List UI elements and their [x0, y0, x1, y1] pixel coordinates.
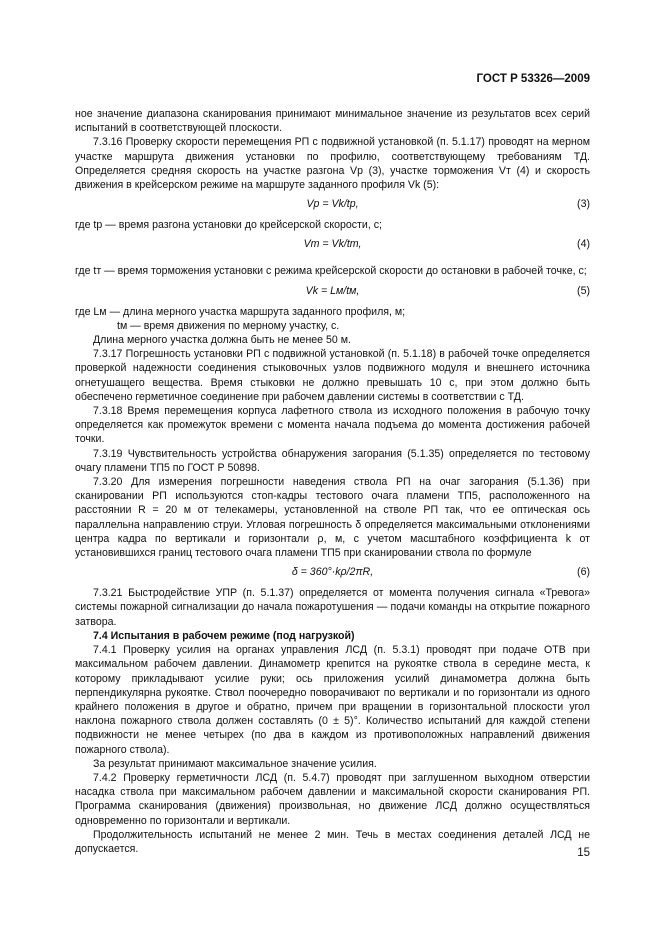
formula-6-number: (6): [577, 566, 590, 579]
paragraph: Длина мерного участка должна быть не менее 50 м.: [93, 334, 351, 347]
paragraph-7-3-21: 7.3.21 Быстродействие УПР (п. 5.1.37) определяется от момента получения сигнала «Тревога» системы пожарной сигнализации до начала пожаротушения — подачи команды на открытие пожарного затвора.: [75, 587, 590, 628]
formula-6: [75, 560, 590, 586]
paragraph: ное значение диапазона сканирования принимают минимальное значение из результатов всех серий испытаний в соответствующей плоскости.: [75, 108, 590, 135]
formula-3-expression: Vр = Vk/tр,: [306, 198, 359, 211]
paragraph: За результат принимают максимальное значение усилия.: [93, 757, 377, 770]
formula-3-number: (3): [577, 198, 590, 211]
paragraph-7-3-19: 7.3.19 Чувствительность устройства обнаружения загорания (5.1.35) определяется по тестовому очагу пламени ТП5 по ГОСТ Р 50898.: [75, 447, 590, 474]
page-number: 15: [577, 847, 590, 859]
formula-4-expression: Vт = Vk/tт,: [303, 238, 362, 251]
section-heading-7-4: 7.4 Испытания в рабочем режиме (под нагрузкой): [93, 629, 355, 642]
definition-lm: где Lм — длина мерного участка маршрута заданного профиля, м;: [75, 305, 406, 318]
formula-4-number: (4): [577, 238, 590, 251]
formula-5-expression: Vk = Lм/tм,: [305, 284, 360, 297]
formula-5: [75, 279, 590, 305]
formula-4: [75, 232, 590, 258]
paragraph: Продолжительность испытаний не менее 2 мин. Течь в местах соединения деталей ЛСД не допускается.: [75, 828, 590, 855]
page-body: [75, 107, 590, 856]
formula-5-number: (5): [577, 284, 590, 297]
formula-6-expression: δ = 360°·kρ/2πR,: [291, 566, 374, 579]
paragraph-7-4-2: 7.4.2 Проверку герметичности ЛСД (п. 5.4.7) проводят при заглушенном выходном отверстии насадка ствола при максимальном рабочем давлении и максимальной скорости сканирования РП. Программа сканирования (движения) произвольная, но движение ЛСД должно осуществляться одновременно по горизонтали и вертикали.: [75, 771, 590, 827]
paragraph-7-3-17: 7.3.17 Погрешность установки РП с подвижной установкой (п. 5.1.18) в рабочей точке определяется проверкой надежности соединения стыковочных узлов подвижного модуля и внешнего источника огнетушащего вещества. Время стыковки не должно превышать 10 с, при этом должно быть обеспечено герметичное соединение при рабочем давлении системы в соответствии с ТД.: [75, 348, 590, 403]
paragraph-7-3-16: 7.3.16 Проверку скорости перемещения РП с подвижной установкой (п. 5.1.17) проводят на мерном участке маршрута движения установки по профилю, соответствующему требованиям ТД. Определяется средняя скорость на участке разгона Vр (3), участке торможения Vт (4) и скорость движения в крейсерском режиме на маршруте заданного профиля Vk (5):: [75, 136, 590, 192]
paragraph-7-3-18: 7.3.18 Время перемещения корпуса лафетного ствола из исходного положения в рабочую точку определяется как промежуток времени с момента начала подъема до момента достижения рабочей точки.: [75, 405, 590, 446]
definition-tt: где tт — время торможения установки с режима крейсерской скорости до остановки в рабочей точке, с;: [75, 265, 587, 278]
document-header: ГОСТ Р 53326—2009: [476, 73, 590, 85]
formula-3: [75, 192, 590, 218]
definition-tm: tм — время движения по мерному участку, с.: [117, 319, 340, 332]
paragraph-7-4-1: 7.4.1 Проверку усилия на органах управления ЛСД (п. 5.3.1) проводят при подаче ОТВ при максимальном рабочем давлении. Динамометр крепится на рукоятке ствола в середине места, к которому прикладывают усилие руки; ось приложения усилий динамометра должна быть перпендикулярна рукоятке. Ствол поочередно поворачивают по вертикали и по горизонтали из одного крайнего положения в другое и обратно, причем при вращении в горизонтальной плоскости угол наклона пожарного ствола должен составлять (0 ± 5)°. Количество испытаний для каждой степени подвижности не менее четырех (по два в каждом из противоположных направлений движения пожарного ствола).: [75, 644, 590, 756]
paragraph-7-3-20: 7.3.20 Для измерения погрешности наведения ствола РП на очаг загорания (5.1.36) при сканировании РП используются стоп-кадры тестового очага пламени ТП5, расположенного на расстоянии R = 20 м от телекамеры, установленной на стволе РП так, что ее оптическая ось параллельна направлению струи. Угловая погрешность δ определяется максимальными отклонениями центра кадра по вертикали и горизонтали ρ, м, с учетом масштабного коэффициента k от установившихся границ тестового очага пламени ТП5 при сканировании ствола по формуле: [75, 476, 590, 560]
definition-tp: где tр — время разгона установки до крейсерской скорости, с;: [75, 219, 382, 232]
